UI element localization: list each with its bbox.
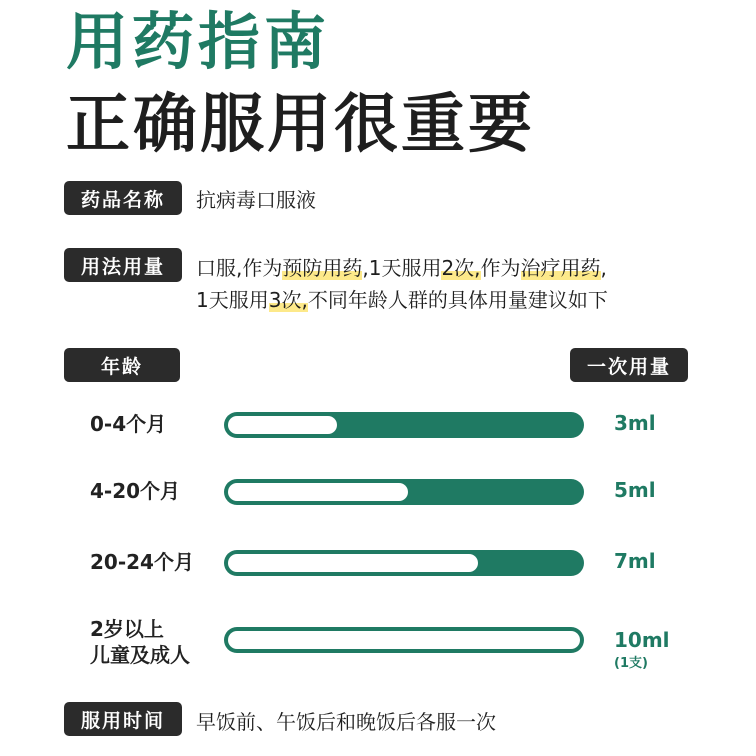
page-subtitle: 正确服用很重要 — [66, 88, 535, 162]
dose-row-2: 5ml — [614, 478, 656, 502]
highlighted-text: 预防用药 — [282, 256, 363, 280]
age-4-20-months: 4-20个月 — [90, 479, 181, 503]
dose-row-3: 7ml — [614, 549, 656, 573]
dose-row-4-note: (1支) — [614, 656, 648, 671]
dose-bar-row-1 — [224, 412, 584, 438]
highlighted-text: 治疗用药 — [520, 256, 601, 280]
usage-text: 口服,作为 — [196, 256, 283, 280]
dose-bar-fill — [228, 416, 337, 434]
drug-name-value: 抗病毒口服液 — [196, 188, 316, 212]
dose-bar-row-3 — [224, 550, 584, 576]
usage-text: 不同年龄人群的具体用量建议如下 — [307, 288, 608, 312]
usage-label: 用法用量 — [64, 248, 182, 282]
usage-line-1 — [196, 252, 607, 281]
age-2-years-plus: 2岁以上 — [90, 617, 164, 641]
age-0-4-months: 0-4个月 — [90, 412, 167, 436]
usage-text: , — [600, 256, 607, 280]
drug-name-label: 药品名称 — [64, 181, 182, 215]
dose-bar-row-2 — [224, 479, 584, 505]
dose-header: 一次用量 — [570, 348, 688, 382]
dose-bar-row-4 — [224, 627, 584, 653]
dose-bar-fill — [228, 483, 408, 501]
age-20-24-months: 20-24个月 — [90, 550, 194, 574]
page-title: 用药指南 — [66, 5, 331, 78]
dose-row-4: 10ml — [614, 628, 670, 652]
dose-row-1: 3ml — [614, 411, 656, 435]
highlighted-text: 2次, — [441, 256, 481, 280]
dose-bar-fill — [228, 631, 580, 649]
age-children-adults: 儿童及成人 — [90, 643, 190, 667]
usage-line-2 — [196, 284, 608, 313]
age-header: 年龄 — [64, 348, 180, 382]
usage-text: 1天服用 — [196, 288, 269, 312]
usage-text: 作为 — [480, 256, 521, 280]
usage-text: ,1天服用 — [362, 256, 442, 280]
highlighted-text: 3次, — [268, 288, 308, 312]
timing-value: 早饭前、午饭后和晚饭后各服一次 — [196, 710, 496, 734]
dose-bar-fill — [228, 554, 478, 572]
timing-label: 服用时间 — [64, 702, 182, 736]
